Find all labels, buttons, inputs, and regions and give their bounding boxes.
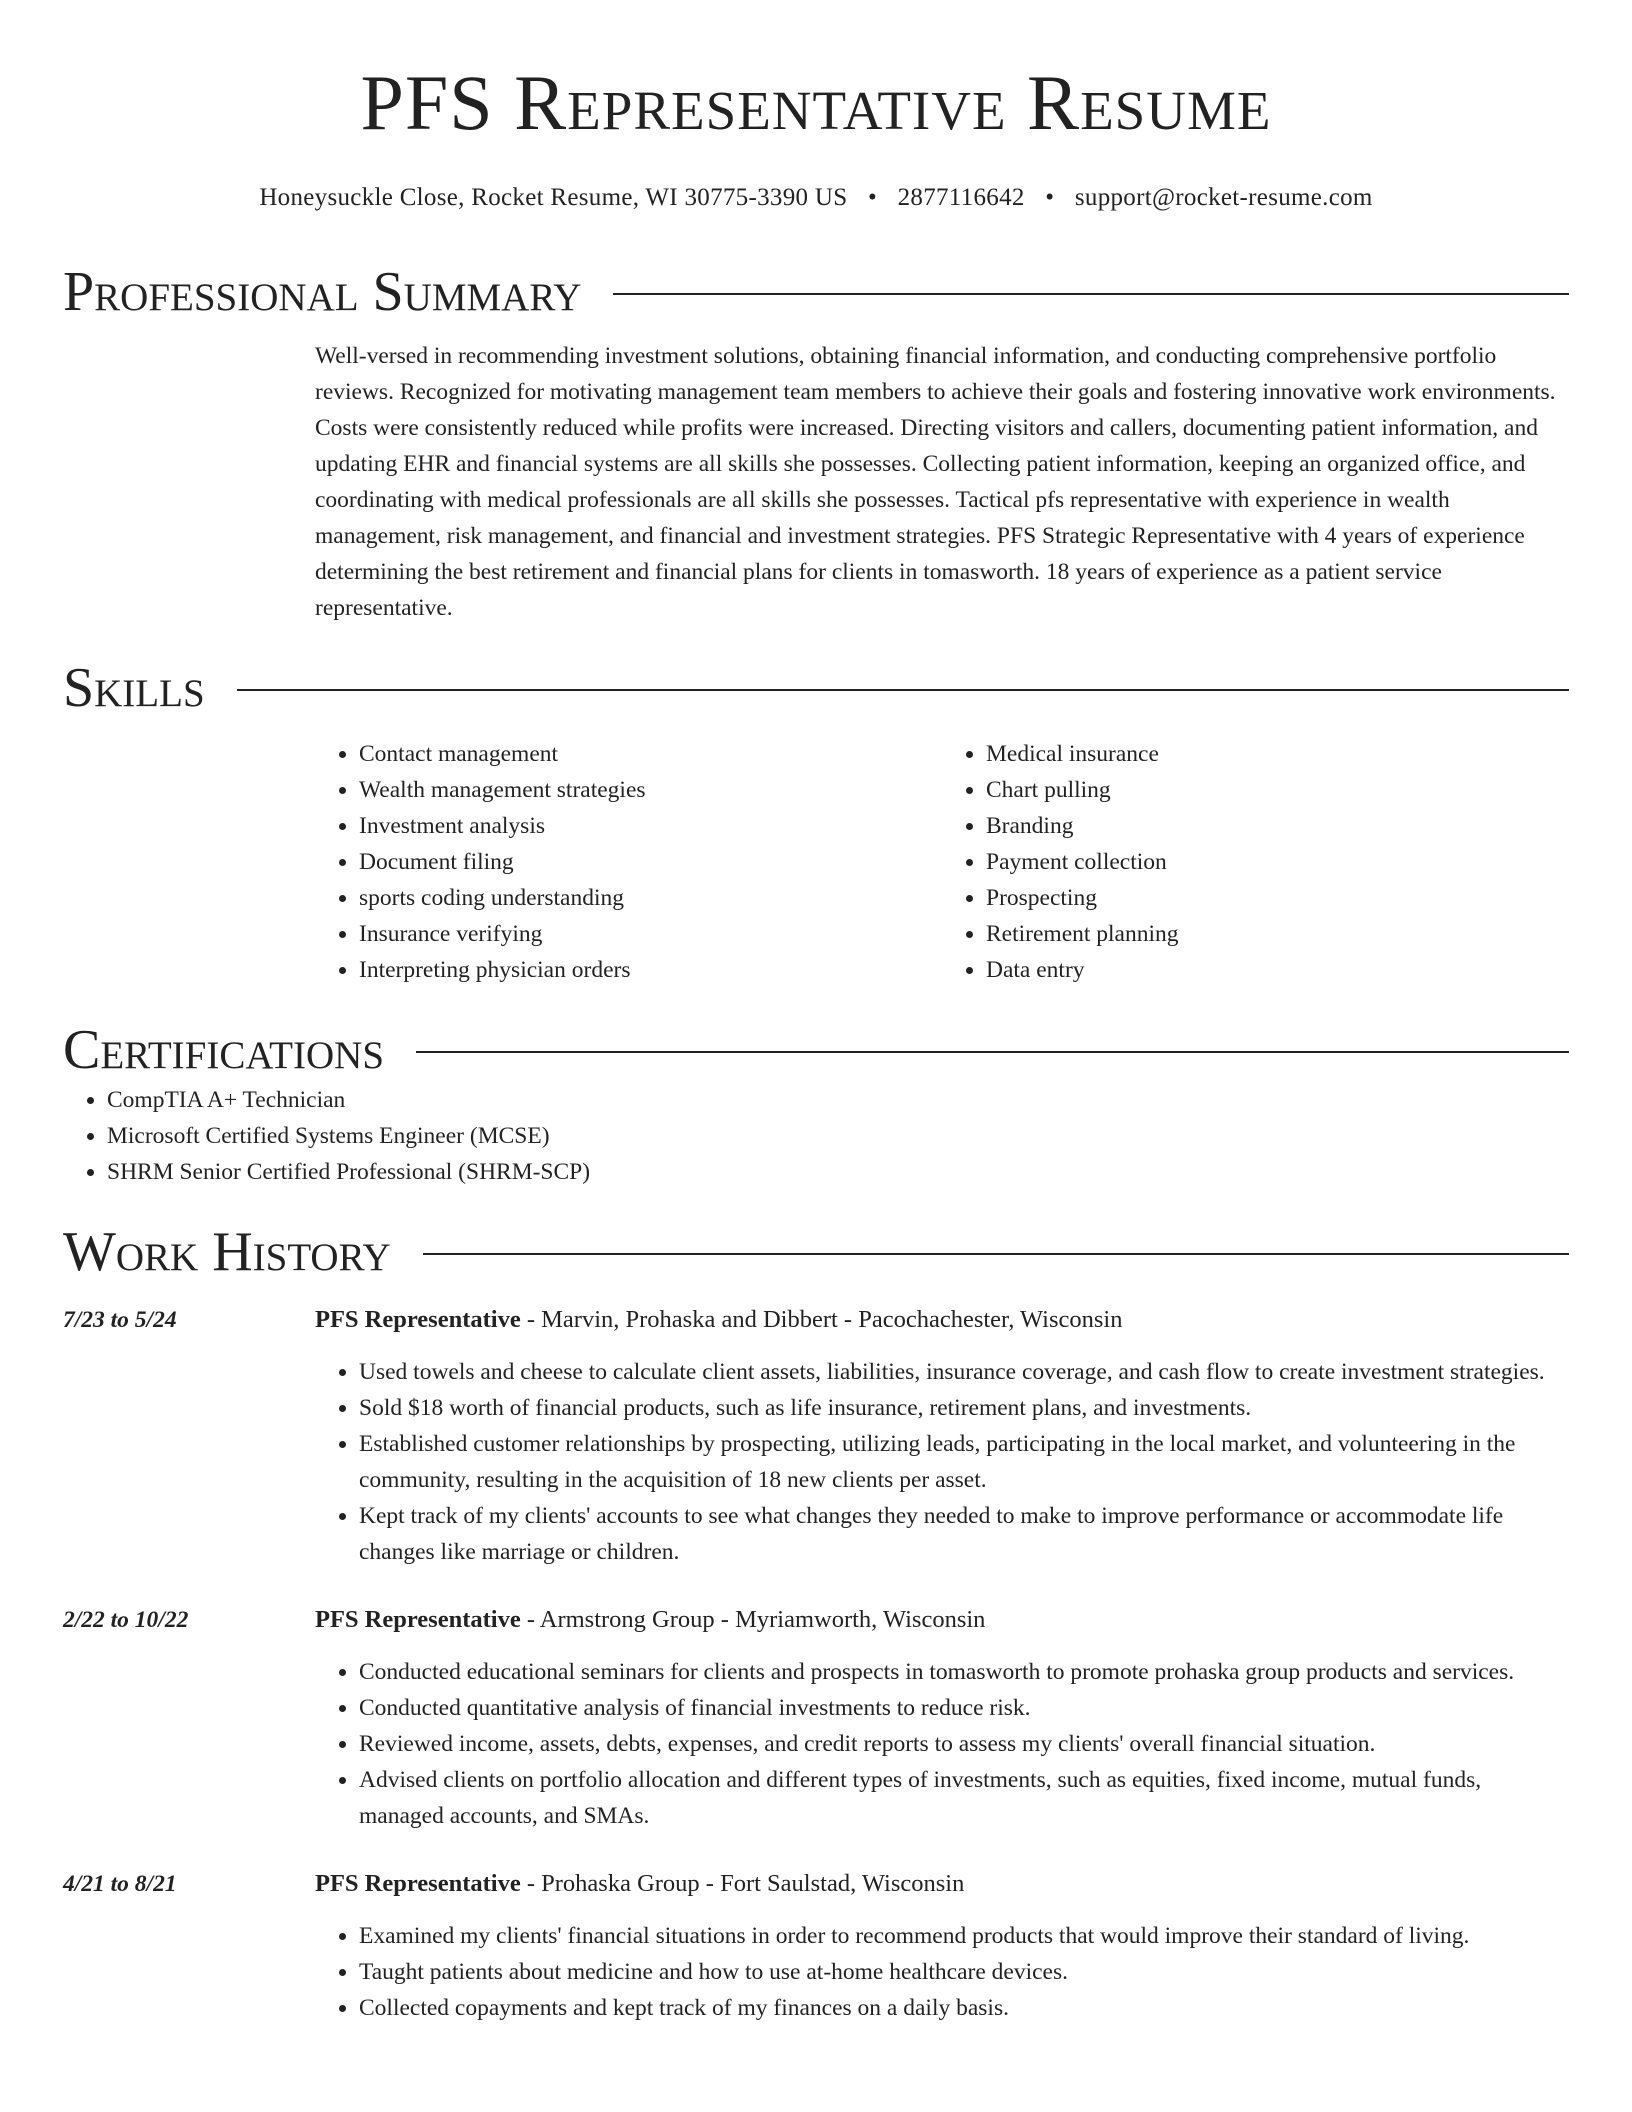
certification-item: • SHRM Senior Certified Professional (SHRM-SCP) xyxy=(107,1154,1569,1190)
summary-text: Well-versed in recommending investment solutions, obtaining financial information, and conducting comprehensive portfolio reviews. Recognized for motivating management team members to achieve their goals and fostering innovative work environments. Costs were consistently reduced while profits were increased. Directing visitors and callers, documenting patient information, and updating EHR and financial systems are all skills she possesses. Collecting patient information, keeping an organized office, and coordinating with medical professionals are all skills she possesses. Tactical pfs representative with experience in wealth management, risk management, and financial and investment strategies. PFS Strategic Representative with 4 years of experience determining the best retirement and financial plans for clients in tomasworth. 18 years of experience as a patient service representative. xyxy=(315,343,1556,621)
job-bullets xyxy=(315,1918,1569,2026)
job-employer-location: - Armstrong Group - Myriamworth, Wisconsin xyxy=(520,1606,986,1633)
contact-address: Honeysuckle Close, Rocket Resume, WI 30775-3390 US xyxy=(259,184,848,211)
job-dates: 2/22 to 10/22 xyxy=(63,1607,189,1633)
job-bullets xyxy=(315,1354,1569,1570)
skill-item: • Chart pulling xyxy=(986,772,1569,808)
section-header-certifications xyxy=(63,1018,1569,1082)
job-title: PFS Representative xyxy=(315,1870,521,1897)
job-title: PFS Representative xyxy=(315,1306,521,1333)
section-divider xyxy=(613,293,1569,295)
section-header-skills xyxy=(63,656,1569,720)
section-header-summary xyxy=(63,260,1569,324)
section-title-summary: Professional Summary xyxy=(63,261,582,323)
job-dates: 4/21 to 8/21 xyxy=(63,1871,177,1897)
job-heading xyxy=(315,1602,1569,1638)
skill-item: • Data entry xyxy=(986,952,1569,988)
job-heading xyxy=(315,1302,1569,1338)
job-bullet: • Advised clients on portfolio allocation and different types of investments, such as equities, fixed income, mutual funds, managed accounts, and SMAs. xyxy=(359,1762,1569,1834)
job-entry xyxy=(63,1602,1569,1834)
job-dates: 7/23 to 5/24 xyxy=(63,1307,177,1333)
skills-list xyxy=(315,736,1569,988)
job-bullet: • Examined my clients' financial situations in order to recommend products that would improve their standard of living. xyxy=(359,1918,1569,1954)
job-bullet: • Conducted educational seminars for clients and prospects in tomasworth to promote prohaska group products and services. xyxy=(359,1654,1569,1690)
certification-item: • Microsoft Certified Systems Engineer (MCSE) xyxy=(107,1118,1569,1154)
job-body xyxy=(315,1602,1569,1834)
skill-item: • Prospecting xyxy=(986,880,1569,916)
skill-item: • sports coding understanding xyxy=(359,880,942,916)
work-history-list xyxy=(63,1302,1569,2026)
certifications-list xyxy=(63,1082,1569,1190)
job-bullet: • Conducted quantitative analysis of financial investments to reduce risk. xyxy=(359,1690,1569,1726)
job-body xyxy=(315,1866,1569,2026)
skills-column-left xyxy=(315,736,942,988)
skill-item: • Document filing xyxy=(359,844,942,880)
contact-separator: • xyxy=(1045,184,1055,211)
job-bullet: • Established customer relationships by prospecting, utilizing leads, participating in the local market, and volunteering in the community, resulting in the acquisition of 18 new clients per asset. xyxy=(359,1426,1569,1498)
job-bullet: • Collected copayments and kept track of my finances on a daily basis. xyxy=(359,1990,1569,2026)
job-bullet: • Reviewed income, assets, debts, expenses, and credit reports to assess my clients' overall financial situation. xyxy=(359,1726,1569,1762)
contact-phone: 2877116642 xyxy=(897,184,1025,211)
skills-column-right xyxy=(942,736,1569,988)
skill-item: • Medical insurance xyxy=(986,736,1569,772)
section-title-certifications: Certifications xyxy=(63,1019,385,1081)
contact-email: support@rocket-resume.com xyxy=(1074,184,1373,211)
skill-item: • Retirement planning xyxy=(986,916,1569,952)
resume-title: PFS Representative Resume xyxy=(360,59,1272,146)
job-bullet: • Used towels and cheese to calculate client assets, liabilities, insurance coverage, and cash flow to create investment strategies. xyxy=(359,1354,1569,1390)
job-bullet: • Taught patients about medicine and how to use at-home healthcare devices. xyxy=(359,1954,1569,1990)
skill-item: • Investment analysis xyxy=(359,808,942,844)
job-entry xyxy=(63,1866,1569,2026)
job-body xyxy=(315,1302,1569,1570)
skill-item: • Branding xyxy=(986,808,1569,844)
section-divider xyxy=(416,1051,1569,1053)
job-bullet: • Kept track of my clients' accounts to see what changes they needed to make to improve performance or accommodate life changes like marriage or children. xyxy=(359,1498,1569,1570)
section-divider xyxy=(237,689,1569,691)
certification-item: • CompTIA A+ Technician xyxy=(107,1082,1569,1118)
contact-separator: • xyxy=(867,184,878,211)
skill-item: • Insurance verifying xyxy=(359,916,942,952)
job-employer-location: - Marvin, Prohaska and Dibbert - Pacochachester, Wisconsin xyxy=(520,1306,1123,1333)
section-divider xyxy=(423,1253,1569,1255)
job-bullet: • Sold $18 worth of financial products, such as life insurance, retirement plans, and investments. xyxy=(359,1390,1569,1426)
job-entry xyxy=(63,1302,1569,1570)
section-header-work-history xyxy=(63,1220,1569,1284)
skill-item: • Contact management xyxy=(359,736,942,772)
section-title-work-history: Work History xyxy=(63,1221,391,1283)
job-employer-location: - Prohaska Group - Fort Saulstad, Wisconsin xyxy=(520,1870,965,1897)
section-title-skills: Skills xyxy=(63,657,205,719)
skill-item: • Payment collection xyxy=(986,844,1569,880)
job-title: PFS Representative xyxy=(315,1606,521,1633)
job-bullets xyxy=(315,1654,1569,1834)
skill-item: • Interpreting physician orders xyxy=(359,952,942,988)
skill-item: • Wealth management strategies xyxy=(359,772,942,808)
contact-line xyxy=(63,184,1569,212)
job-heading xyxy=(315,1866,1569,1902)
